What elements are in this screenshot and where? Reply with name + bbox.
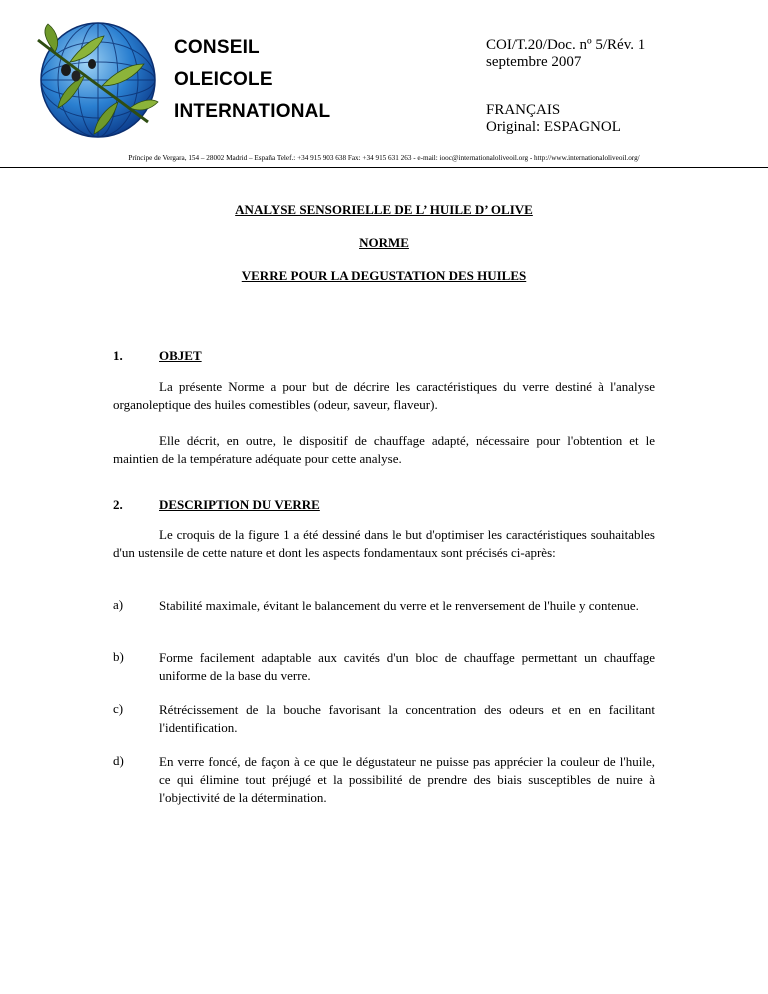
org-name-line-3: INTERNATIONAL <box>174 101 331 122</box>
norme-title: NORME <box>359 235 409 250</box>
section-2-number: 2. <box>113 497 123 512</box>
list-item-letter-b: b) <box>113 649 124 664</box>
document-date: septembre 2007 <box>486 54 582 70</box>
section-1-paragraph-1: La présente Norme a pour but de décrire les caractéristiques du verre destiné à l'analyse organoleptique des huiles comestibles (odeur, saveur, flaveur). <box>113 379 655 412</box>
section-1-paragraph-2: Elle décrit, en outre, le dispositif de chauffage adapté, nécessaire pour l'obtention et le maintien de la température adéquate pour cette analyse. <box>113 433 655 466</box>
globe-olive-branch-icon <box>30 20 160 140</box>
org-name-line-1: CONSEIL <box>174 37 260 58</box>
document-original-language: Original: ESPAGNOL <box>486 119 621 135</box>
list-item-letter-d: d) <box>113 753 124 768</box>
list-item-text-c: Rétrécissement de la bouche favorisant la concentration des odeurs et en en facilitant l'identification. <box>159 702 655 735</box>
section-1-title: OBJET <box>159 348 202 363</box>
header-divider <box>0 167 768 168</box>
subject-title: VERRE POUR LA DEGUSTATION DES HUILES <box>241 268 527 283</box>
list-item-text-a: Stabilité maximale, évitant le balancement du verre et le renversement de l'huile y contenue. <box>159 598 639 613</box>
address-line: Príncipe de Vergara, 154 – 28002 Madrid – España Telef.: +34 915 903 638 Fax: +34 915 631 263 - e-mail: iooc@internationaloliveoil.org - http://www.internationaloliveoil.org/ <box>128 154 640 162</box>
document-language: FRANÇAIS <box>486 102 561 118</box>
list-item-letter-c: c) <box>113 701 124 716</box>
list-item-text-d: En verre foncé, de façon à ce que le dégustateur ne puisse pas apprécier la couleur de l'huile, ce qui élimine tout préjugé et la possibilité de prendre des biais susceptibles de nuire à l'objectivité de la détermination. <box>159 754 655 805</box>
document-reference: COI/T.20/Doc. nº 5/Rév. 1 <box>486 37 646 53</box>
section-2-title: DESCRIPTION DU VERRE <box>159 497 320 512</box>
section-1-number: 1. <box>113 348 123 363</box>
org-name-line-2: OLEICOLE <box>174 69 273 90</box>
list-item-text-b: Forme facilement adaptable aux cavités d'un bloc de chauffage permettant un chauffage uniforme de la base du verre. <box>159 650 655 683</box>
list-item-letter-a: a) <box>113 597 124 612</box>
main-title: ANALYSE SENSORIELLE DE L’ HUILE D’ OLIVE <box>235 202 533 217</box>
section-2-paragraph-1: Le croquis de la figure 1 a été dessiné dans le but d'optimiser les caractéristiques souhaitables d'un ustensile de cette nature et dont les aspects fondamentaux sont précisés ci-après: <box>113 527 655 560</box>
